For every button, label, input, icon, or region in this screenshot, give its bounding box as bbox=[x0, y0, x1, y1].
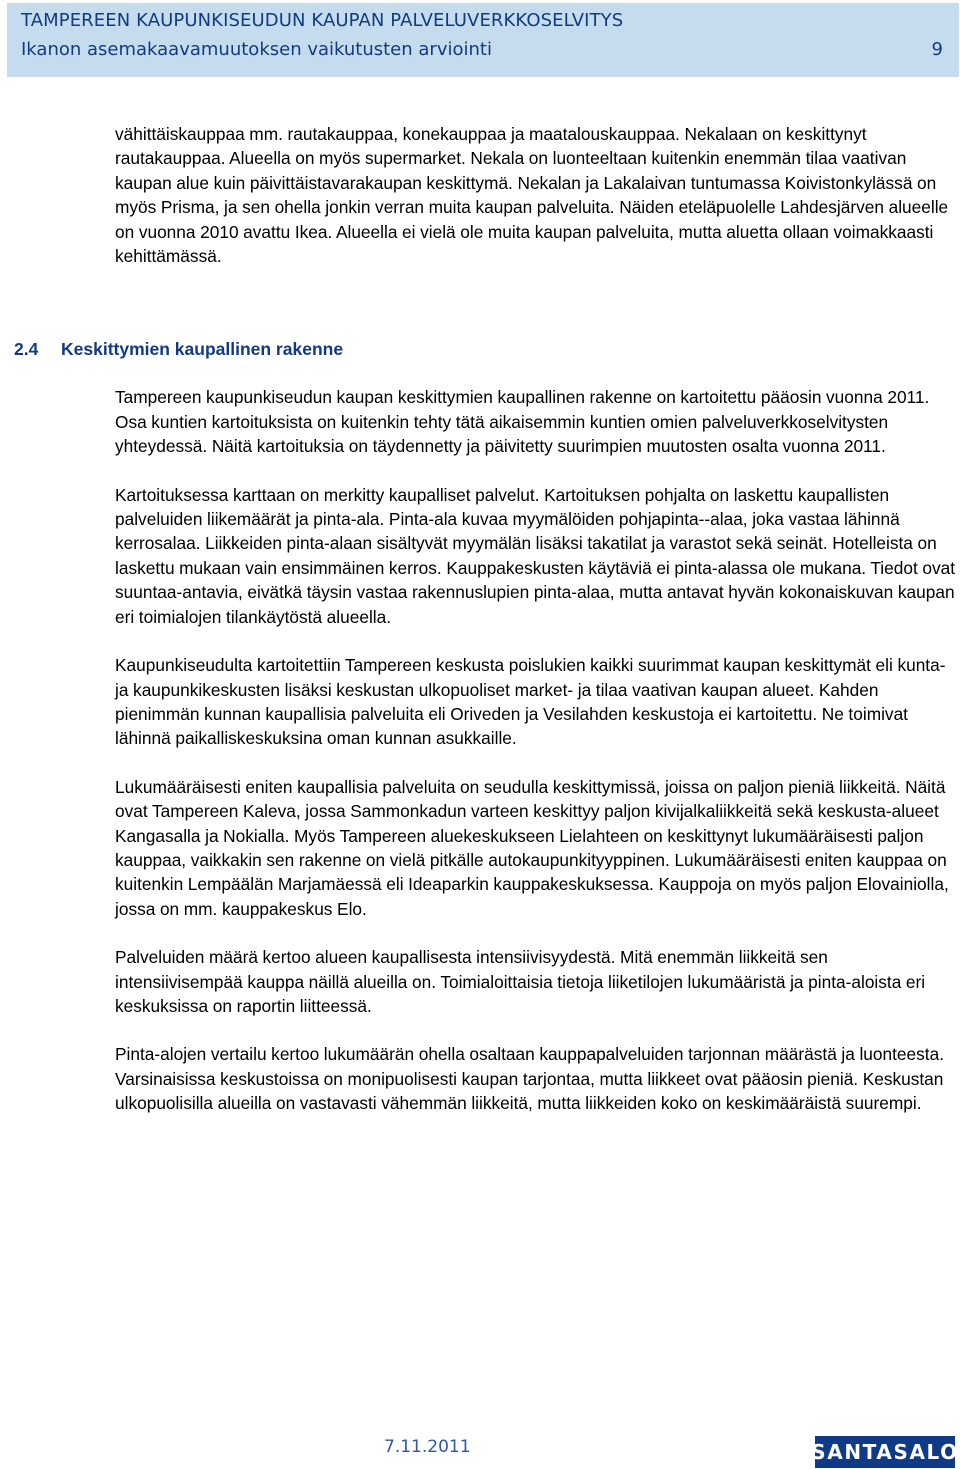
page-header bbox=[7, 3, 959, 77]
body-text bbox=[115, 122, 960, 1140]
santasalo-logo bbox=[811, 1436, 959, 1468]
section-number: 2.4 bbox=[14, 339, 39, 359]
paragraph-3: Kaupunkiseudulta kartoitettiin Tampereen keskusta poislukien kaikki suurimmat kaupan keskittymät eli kunta- ja kaupunkikeskusten lisäksi keskustan ulkopuoliset market- ja tilaa vaativan kaupan alueet. Kahden pienimmän kunnan kaupallisia palveluita eli Oriveden ja Vesilahden keskustoja ei kartoitettu. Ne toimivat lähinnä paikalliskeskuksina oman kunnan asukkaille. bbox=[115, 655, 946, 749]
document-subtitle: Ikanon asemakaavamuutoksen vaikutusten arviointi bbox=[21, 39, 492, 60]
footer-date: 7.11.2011 bbox=[384, 1437, 471, 1457]
page-number: 9 bbox=[931, 39, 943, 60]
document-title: TAMPEREEN KAUPUNKISEUDUN KAUPAN PALVELUVERKKOSELVITYS bbox=[21, 10, 624, 31]
section-title: Keskittymien kaupallinen rakenne bbox=[61, 339, 344, 359]
intro-paragraph: vähittäiskauppaa mm. rautakauppaa, konekauppaa ja maatalouskauppaa. Nekalaan on keskittynyt rautakauppaa. Alueella on myös supermarket. Nekala on luonteeltaan kuitenkin enemmän tilaa vaativan kaupan alue kuin päivittäistavarakaupan keskittymä. Nekalan ja Lakalaivan tuntumassa Koivistonkylässä on myös Prisma, ja sen ohella jonkin verran muita kaupan palveluita. Näiden eteläpuolelle Lahdesjärven alueelle on vuonna 2010 avattu Ikea. Alueella ei vielä ole muita kaupan palveluita, mutta aluetta ollaan voimakkaasti kehittämässä. bbox=[115, 124, 949, 267]
paragraph-1: Tampereen kaupunkiseudun kaupan keskittymien kaupallinen rakenne on kartoitettu pääosin vuonna 2011. Osa kuntien kartoituksista on kuitenkin tehty tätä aikaisemmin kuntien omien palveluverkkoselvitysten yhteydessä. Näitä kartoituksia on täydennetty ja päivitetty suurimpien muutosten osalta vuonna 2011. bbox=[115, 387, 930, 457]
section-heading bbox=[14, 339, 343, 360]
paragraph-2: Kartoituksessa karttaan on merkitty kaupalliset palvelut. Kartoituksen pohjalta on laskettu kaupallisten palveluiden liikemäärät ja pinta-ala. Pinta-ala kuvaa myymälöiden pohjapinta--alaa, joka vastaa lähinnä kerrosalaa. Liikkeiden pinta-alaan sisältyvät myymälän lisäksi takatilat ja varastot sekä seinät. Hotelleista on laskettu mukaan vain ensimmäinen kerros. Kauppakeskusten käytäviä ei pinta-alassa ole mukana. Tiedot ovat suuntaa-antavia, eivätkä täysin vastaa rakennuslupien pinta-alaa, mutta antavat hyvän kokonaiskuvan kaupan eri toimialojen tilankäytöstä alueella. bbox=[115, 484, 956, 627]
logo-text: SANTASALO bbox=[811, 1440, 959, 1464]
paragraph-4: Lukumääräisesti eniten kaupallisia palveluita on seudulla keskittymissä, joissa on paljon pieniä liikkeitä. Näitä ovat Tampereen Kaleva, jossa Sammonkadun varteen keskittyy paljon kivijalkaliikkeitä sekä keskusta-alueet Kangasalla ja Nokialla. Myös Tampereen aluekeskukseen Lielahteen on keskittynyt lukumääräisesti paljon kauppaa, vaikkakin sen rakenne on vielä pitkälle autokaupunkityyppinen. Lukumääräisesti eniten kauppaa on kuitenkin Lempäälän Marjamäessä eli Ideaparkin kauppakeskuksessa. Kauppoja on myös paljon Elovainiolla, jossa on mm. kauppakeskus Elo. bbox=[115, 776, 949, 919]
paragraph-6: Pinta-alojen vertailu kertoo lukumäärän ohella osaltaan kauppapalveluiden tarjonnan määrästä ja luonteesta. Varsinaisissa keskustoissa on monipuolisesti kaupan tarjontaa, mutta liikkeet ovat pääosin pieniä. Keskustan ulkopuolisilla alueilla on vastavasti vähemmän liikkeitä, mutta liikkeiden koko on keskimääräistä suurempi. bbox=[115, 1044, 945, 1114]
paragraph-5: Palveluiden määrä kertoo alueen kaupallisesta intensiivisyydestä. Mitä enemmän liikkeitä sen intensiivisempää kauppa näillä alueilla on. Toimialoittaisia tietoja liiketilojen lukumääristä ja pinta-aloista eri keskuksissa on raportin liitteessä. bbox=[115, 947, 926, 1016]
